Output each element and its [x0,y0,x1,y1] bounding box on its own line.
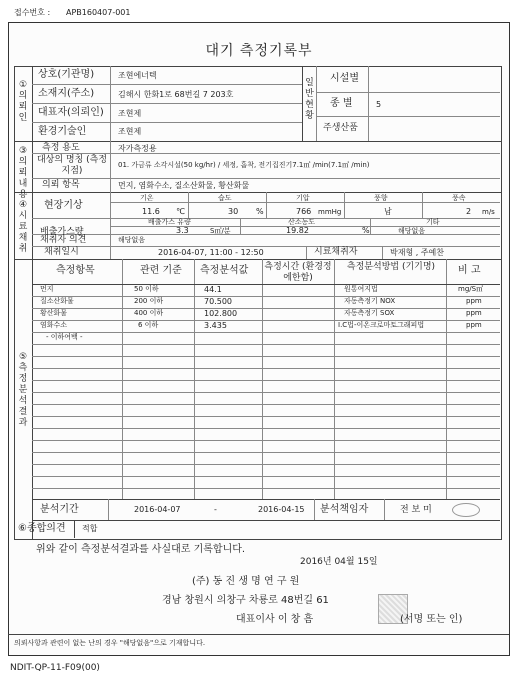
results-header-value: 측정분석값 [200,265,249,276]
row-method: 자동측정기 SOX [344,309,395,317]
analyst-label: 분석책임자 [320,504,369,515]
weather-header-pressure: 기압 [296,194,310,202]
sampling-date-label: 채취일시 [44,247,79,257]
env-tech-value: 조현제 [118,127,142,136]
results-header-standard: 관련 기준 [140,265,182,276]
row-value: 70.500 [204,297,232,306]
purpose-label: 측정 용도 [42,143,80,153]
organization-address: 경남 창원시 의창구 차룡로 48번길 61 [162,595,329,606]
weather-humidity-unit: % [256,207,264,216]
row-item: 질소산화물 [40,297,74,305]
analyst-seal [452,503,480,517]
weather-header-wind-speed: 풍속 [452,194,466,202]
exhaust-flow-unit: S㎥/분 [210,227,231,235]
section1-marker: ①의뢰인 [18,80,28,123]
row-value: 3.435 [204,321,227,330]
receipt-number: APB160407-001 [66,8,131,17]
results-header-method: 측정분석방법 (기기명) [346,262,436,272]
row-standard: 200 이하 [134,297,164,305]
row-method: 원통여지법 [344,285,378,293]
exhaust-other-value: 해당없음 [398,227,426,235]
organization-name: (주) 동 진 생 명 연 구 원 [192,576,300,587]
weather-temp-unit: ℃ [176,207,185,216]
row-note: ppm [466,297,482,305]
site-weather-label: 현장기상 [44,200,83,211]
weather-temp-value: 11.6 [142,207,160,216]
address-value: 김해시 한화1로 68번길 7 203호 [118,90,234,99]
weather-humidity-value: 30 [228,207,239,216]
product-label: 주생산품 [323,123,358,133]
organization-rep: 대표이사 이 창 흠 [236,614,314,625]
page-title: 대기 측정기록부 [205,43,313,59]
address-label: 소재지(주소) [38,88,95,99]
row-note: ppm [466,309,482,317]
analysis-period-label: 분석기간 [40,504,79,515]
analysis-period-from: 2016-04-07 [134,505,181,514]
env-tech-label: 환경기술인 [38,126,87,137]
representative-value: 조현제 [118,109,142,118]
receipt-label: 접수번호 : [14,8,51,17]
summary-label: ⑥종합의견 [18,523,66,534]
results-header-time: 측정시간 (환경정에한함) [264,262,332,283]
exhaust-label: 배출가스량 [40,227,84,237]
weather-header-humidity: 습도 [218,194,232,202]
issue-date: 2016년 04월 15일 [300,557,378,567]
exhaust-o2-value: 19.82 [286,226,309,235]
row-item: - 이하여백 - [46,333,83,341]
row-value: 102.800 [204,309,238,318]
row-standard: 6 이하 [138,321,159,329]
exhaust-o2-unit: % [362,226,370,235]
row-note: ppm [466,321,482,329]
statement-text: 위와 같이 측정분석결과를 사실대로 기록합니다. [36,544,246,555]
row-note: mg/S㎥ [458,285,484,293]
document-code: NDIT-QP-11-F09(00) [10,663,100,673]
weather-header-temp: 기온 [140,194,154,202]
analysis-period-dash: - [214,505,217,514]
weather-header-wind-dir: 풍향 [374,194,388,202]
signature-label: (서명 또는 인) [400,614,463,625]
purpose-value: 자가측정용 [118,144,157,153]
row-item: 먼지 [40,285,54,293]
section3-marker: ③의뢰내용 [18,146,28,200]
analysis-period-to: 2016-04-15 [258,505,305,514]
analyst-value: 전 보 미 [400,505,432,515]
company-value: 조현에너텍 [118,71,157,80]
class-value: 5 [376,100,382,109]
target-label: 대상의 명칭 (측정지점) [36,155,108,176]
row-method: I.C법-이온크로마토그래피법 [338,321,425,329]
results-header-item: 측정항목 [56,265,95,276]
company-label: 상호(기관명) [38,69,95,80]
sampler-opinion-value: 해당없음 [118,236,146,244]
exhaust-header-other: 기타 [426,218,440,226]
row-item: 황산화물 [40,309,68,317]
row-standard: 400 이하 [134,309,164,317]
summary-value: 적합 [82,524,98,533]
sampler-label: 시료채취자 [314,247,358,257]
weather-pressure-unit: mmHg [318,208,342,216]
weather-wind-speed-value: 2 [466,207,472,216]
row-item: 염화수소 [40,321,68,329]
facility-label: 시설별 [330,73,359,84]
sampler-value: 박재형 , 주예찬 [390,248,444,257]
main-table [14,66,502,540]
weather-wind-dir-value: 남 [384,207,392,216]
section4-marker: ④시료채취 [18,200,28,254]
representative-label: 대표자(의뢰인) [38,107,104,118]
request-items-value: 먼지, 염화수소, 질소산화물, 황산화물 [118,181,250,190]
exhaust-header-flow: 배출가스 유량 [148,218,191,226]
weather-pressure-value: 766 [296,207,312,216]
sampler-opinion-label: 채취자 의견 [40,235,87,245]
results-header-note: 비 고 [458,265,481,276]
general-status-label: 일반현황 [305,78,314,121]
exhaust-header-o2: 산소농도 [288,218,316,226]
row-value: 44.1 [204,285,222,294]
sampling-date-value: 2016-04-07, 11:00 - 12:50 [158,248,264,257]
row-standard: 50 이하 [134,285,159,293]
footnote: 의뢰사항과 관련이 없는 난의 경우 "해당없음"으로 기재합니다. [14,639,206,647]
target-value: 01. 가금류 소각시설(50 kg/hr) / 세정, 흡착, 전기집진기7.1㎥ /min(7.1㎥ /min) [118,161,370,169]
section5-marker: ⑤측정분석결과 [18,352,28,428]
row-method: 자동측정기 NOX [344,297,396,305]
exhaust-flow-value: 3.3 [176,226,189,235]
class-label: 종 별 [330,98,353,109]
weather-wind-speed-unit: m/s [482,208,495,216]
request-items-label: 의뢰 항목 [42,180,80,190]
